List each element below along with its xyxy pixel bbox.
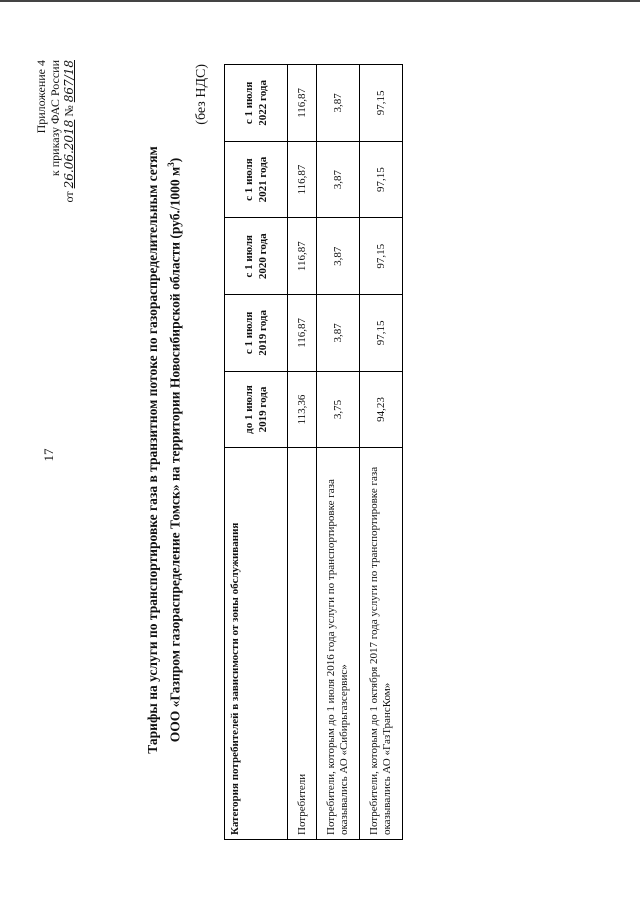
tariff-value: 3,87 bbox=[317, 295, 360, 372]
appendix-line1: Приложение 4 bbox=[34, 60, 48, 134]
row-category: Потребители, которым до 1 октября 2017 года услуги по транспортировке газа оказывались АО «ГазТрансКом» bbox=[360, 448, 403, 840]
rotated-page-content bbox=[34, 60, 594, 840]
title-line2-text: ООО «Газпром газораспределение Томск» на территории Новосибирской области (руб./1000 м bbox=[167, 166, 183, 743]
period-line2: 2022 года bbox=[257, 80, 269, 126]
header-period bbox=[225, 218, 288, 295]
tariff-value: 97,15 bbox=[360, 295, 403, 372]
period-line1: с 1 июля bbox=[243, 234, 255, 278]
table-header-row bbox=[225, 65, 288, 840]
appendix-line3 bbox=[62, 60, 76, 360]
tariff-value: 116,87 bbox=[288, 295, 317, 372]
vat-note: (без НДС) bbox=[194, 64, 209, 125]
row-category: Потребители, которым до 1 июля 2016 года услуги по транспортировке газа оказывались АО «Сибирьгазсервис» bbox=[317, 448, 360, 840]
tariff-value: 97,15 bbox=[360, 218, 403, 295]
appendix-date-prefix: от bbox=[62, 191, 76, 203]
tariff-value: 97,15 bbox=[360, 65, 403, 142]
tariff-value: 113,36 bbox=[288, 371, 317, 448]
period-line2: 2020 года bbox=[257, 233, 269, 280]
tariff-value: 97,15 bbox=[360, 141, 403, 218]
header-period bbox=[225, 371, 288, 448]
period-line2: 2021 года bbox=[257, 156, 269, 203]
period-line1: с 1 июля bbox=[243, 158, 255, 201]
top-border bbox=[0, 0, 640, 2]
header-period bbox=[225, 295, 288, 372]
header-category: Категория потребителей в зависимости от зоны обслуживания bbox=[225, 448, 288, 840]
tariff-table bbox=[224, 64, 403, 840]
header-period bbox=[225, 65, 288, 142]
appendix-number-label: № bbox=[62, 105, 76, 117]
appendix-reference bbox=[34, 60, 76, 360]
period-line1: с 1 июля bbox=[243, 311, 255, 355]
page-number: 17 bbox=[41, 448, 56, 462]
appendix-line2: к приказу ФАС России bbox=[48, 60, 62, 177]
period-line1: с 1 июля bbox=[243, 81, 255, 125]
document-title bbox=[144, 60, 185, 840]
title-unit-superscript: 3 bbox=[166, 162, 176, 167]
title-line2 bbox=[162, 60, 185, 840]
tariff-value: 3,87 bbox=[317, 141, 360, 218]
tariff-value: 94,23 bbox=[360, 371, 403, 448]
table-row bbox=[288, 65, 317, 840]
period-line1: до 1 июля bbox=[243, 385, 255, 434]
tariff-value: 116,87 bbox=[288, 218, 317, 295]
table-row bbox=[360, 65, 403, 840]
title-close-paren: ) bbox=[167, 157, 183, 163]
tariff-value: 3,87 bbox=[317, 218, 360, 295]
period-line2: 2019 года bbox=[257, 386, 269, 433]
tariff-value: 116,87 bbox=[288, 141, 317, 218]
row-category: Потребители bbox=[288, 448, 317, 840]
title-line1: Тарифы на услуги по транспортировке газа в транзитном потоке по газораспределительным сетям bbox=[145, 146, 160, 754]
table-row bbox=[317, 65, 360, 840]
tariff-value: 3,75 bbox=[317, 371, 360, 448]
appendix-number: 867/18 bbox=[62, 60, 76, 103]
tariff-value: 116,87 bbox=[288, 65, 317, 142]
appendix-date: 26.06.2018 bbox=[62, 119, 76, 189]
tariff-value: 3,87 bbox=[317, 65, 360, 142]
header-period bbox=[225, 141, 288, 218]
period-line2: 2019 года bbox=[257, 310, 269, 356]
